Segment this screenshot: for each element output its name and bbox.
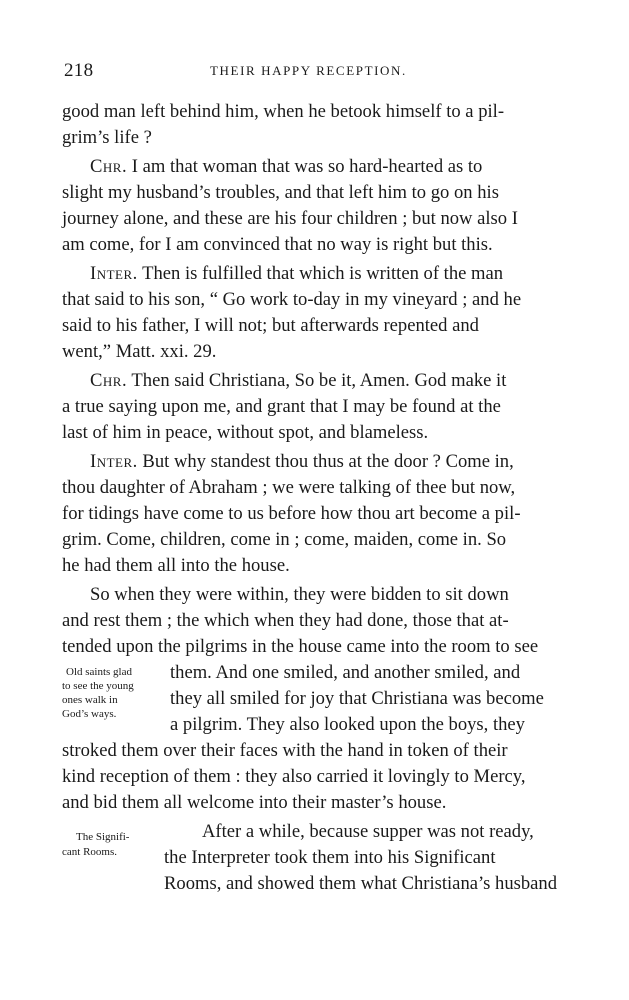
text-line: a pilgrim. They also looked upon the boys, they: [170, 714, 525, 735]
text-line: them. And one smiled, and another smiled, and: [170, 662, 521, 683]
speaker-label: Chr.: [90, 370, 128, 391]
side-note-line: to see the young: [62, 680, 134, 692]
side-note-line: God’s ways.: [62, 708, 117, 720]
text-line: kind reception of them : they also carried it lovingly to Mercy,: [62, 766, 526, 787]
text-line: slight my husband’s troubles, and that left him to go on his: [62, 182, 499, 203]
text-line: the Interpreter took them into his Significant: [164, 847, 496, 868]
running-head: THEIR HAPPY RECEPTION.: [210, 63, 407, 78]
page-number: 218: [64, 60, 94, 81]
text-line: am come, for I am convinced that no way is right but this.: [62, 234, 493, 255]
text-line: After a while, because supper was not ready,: [202, 821, 534, 842]
speaker-label: Inter.: [90, 263, 138, 284]
text-line: good man left behind him, when he betook himself to a pil-: [62, 101, 505, 122]
text-line: stroked them over their faces with the hand in token of their: [62, 740, 508, 761]
text-line: a true saying upon me, and grant that I may be found at the: [62, 396, 501, 417]
speaker-label: Inter.: [90, 451, 138, 472]
text-line: Chr. I am that woman that was so hard-hearted as to: [90, 156, 483, 177]
text-line: So when they were within, they were bidden to sit down: [90, 584, 509, 605]
side-note-line: ones walk in: [62, 694, 118, 706]
side-note-line: The Signifi-: [76, 831, 130, 843]
text-line: and rest them ; the which when they had done, those that at-: [62, 610, 509, 631]
side-note-line: cant Rooms.: [62, 846, 117, 858]
text-line: grim. Come, children, come in ; come, maiden, come in. So: [62, 529, 507, 550]
text-line: Inter. Then is fulfilled that which is written of the man: [90, 263, 504, 284]
text-line: last of him in peace, without spot, and blameless.: [62, 422, 429, 443]
text-line: tended upon the pilgrims in the house came into the room to see: [62, 636, 539, 657]
text-line: Chr. Then said Christiana, So be it, Amen. God make it: [90, 370, 507, 391]
side-note-line: Old saints glad: [66, 666, 132, 678]
text-line: journey alone, and these are his four children ; but now also I: [62, 208, 518, 229]
text-line: Rooms, and showed them what Christiana’s husband: [164, 873, 558, 894]
text-line: that said to his son, “ Go work to-day in my vineyard ; and he: [62, 289, 522, 310]
text-line: said to his father, I will not; but afterwards repented and: [62, 315, 479, 336]
text-line: grim’s life ?: [62, 127, 152, 148]
text-line: Inter. But why standest thou thus at the door ? Come in,: [90, 451, 514, 472]
text-line: for tidings have come to us before how thou art become a pil-: [62, 503, 521, 524]
text-line: went,” Matt. xxi. 29.: [62, 341, 217, 362]
text-line: they all smiled for joy that Christiana was become: [170, 688, 544, 709]
text-line: thou daughter of Abraham ; we were talking of thee but now,: [62, 477, 516, 498]
speaker-label: Chr.: [90, 156, 128, 177]
text-line: he had them all into the house.: [62, 555, 290, 576]
text-line: and bid them all welcome into their master’s house.: [62, 792, 447, 813]
